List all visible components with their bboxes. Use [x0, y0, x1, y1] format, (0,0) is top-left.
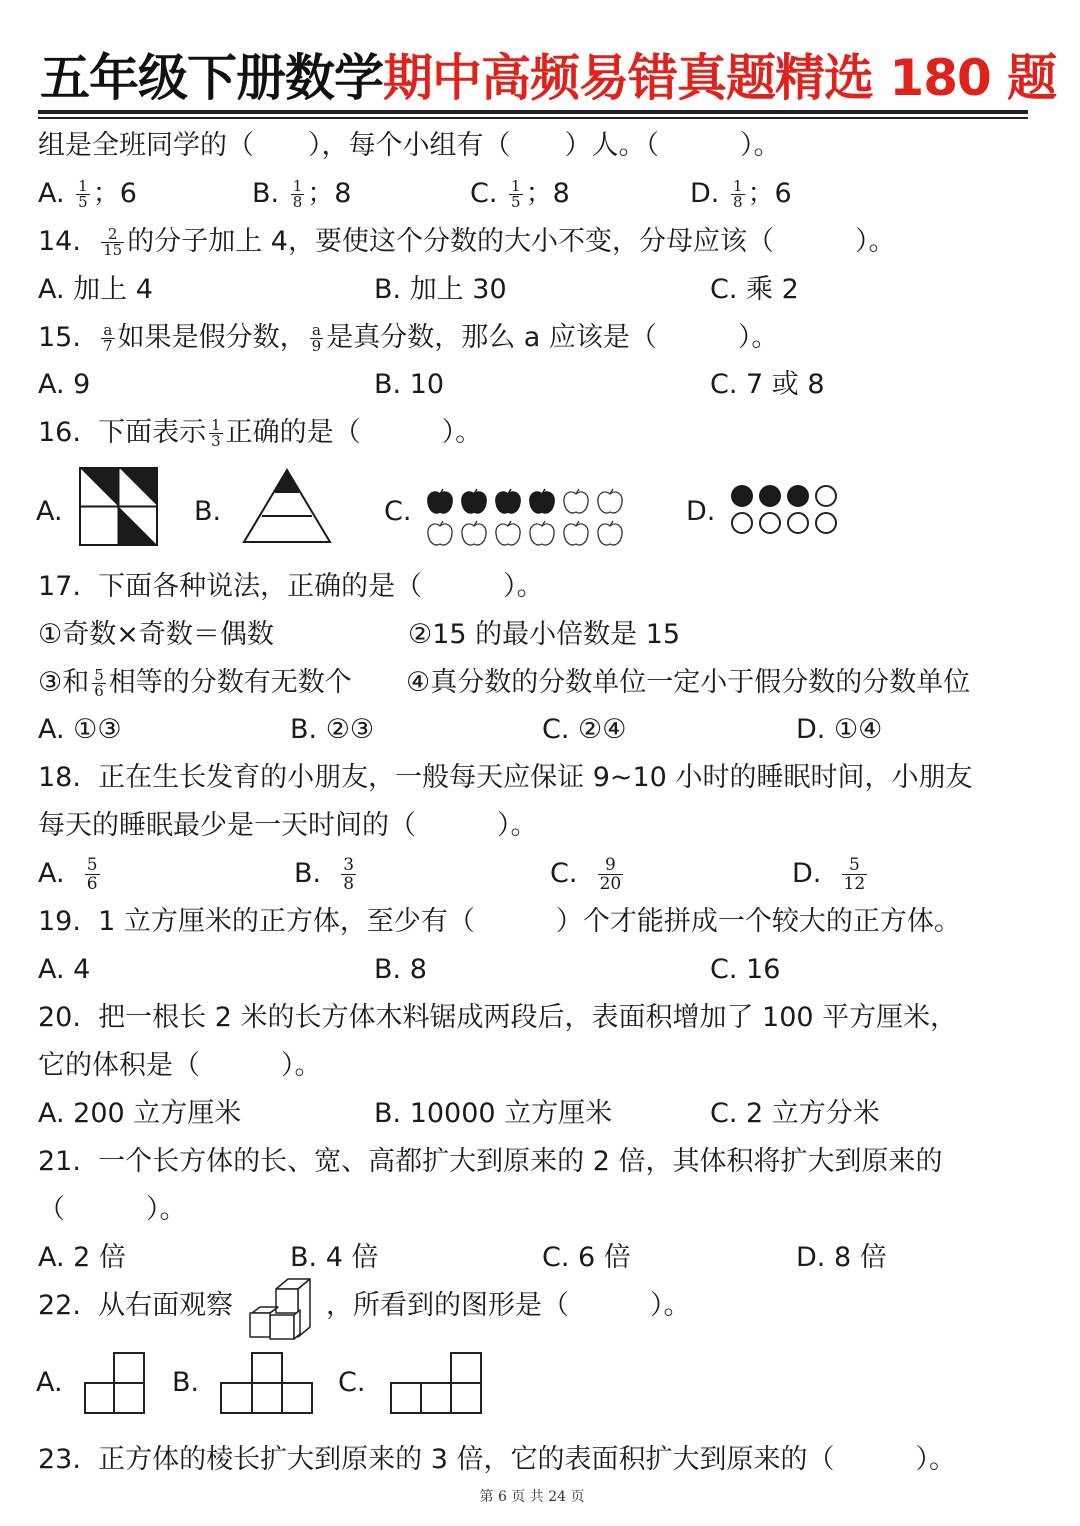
q21-option-b: B. 4 倍	[290, 1242, 379, 1273]
q17-option-b: B. ②③	[290, 714, 375, 745]
q13-option-b: B. $\frac{1}{8}$ ；8	[252, 177, 352, 211]
fraction: $\frac{5}{6}$	[94, 666, 104, 700]
apple-icon	[462, 489, 486, 513]
fraction: $\frac{1}{8}$	[732, 177, 743, 211]
apple-icon	[428, 489, 452, 513]
q18-option-b: B. $\frac{3}{8}$	[294, 855, 355, 894]
q15-option-b: B. 10	[374, 369, 445, 400]
circle-mark	[787, 485, 809, 507]
q15-option-c: C. 7 或 8	[710, 369, 825, 400]
q13-tail-text: 组是全班同学的（ ），每个小组有（ ）人。（ ）。	[38, 130, 781, 161]
q16-figure-d-circles	[728, 483, 842, 537]
q20-stem-line1: 20. 把一根长 2 米的长方体木料锯成两段后，表面积增加了 100 平方厘米，	[38, 1002, 958, 1033]
fraction: $\frac{a}{9}$	[311, 321, 322, 355]
q17-stem: 17. 下面各种说法，正确的是（ ）。	[38, 571, 544, 602]
q20-option-c: C. 2 立方分米	[710, 1098, 880, 1129]
fraction: $\frac{a}{7}$	[103, 321, 113, 355]
apple-icon	[462, 521, 486, 545]
q13-option-c: C. $\frac{1}{5}$ ；8	[470, 177, 570, 211]
circle-mark	[732, 513, 752, 533]
q20-option-a: A. 200 立方厘米	[38, 1098, 242, 1129]
q15-option-a: A. 9	[38, 369, 91, 400]
q19-stem: 19. 1 立方厘米的正方体，至少有（ ）个才能拼成一个较大的正方体。	[38, 906, 961, 937]
fraction: $\frac{3}{8}$	[343, 855, 355, 894]
q17-statement-3: ③和 $\frac{5}{6}$ 相等的分数有无数个	[38, 666, 352, 700]
q16-option-c-label: C.	[384, 496, 412, 527]
q19-option-c: C. 16	[710, 954, 781, 985]
q22-option-b-label: B.	[172, 1367, 200, 1398]
q20-stem-line2: 它的体积是（ ）。	[38, 1050, 322, 1081]
q18-option-a: A. $\frac{5}{6}$	[38, 855, 98, 894]
apple-icon	[496, 489, 520, 513]
apple-icon	[564, 489, 588, 513]
q13-option-d: D. $\frac{1}{8}$ ；6	[690, 177, 792, 211]
title-red: 期中高频易错真题精选 180 题	[383, 49, 1057, 107]
title-black: 五年级下册数学	[40, 49, 383, 107]
q21-option-c: C. 6 倍	[542, 1242, 631, 1273]
circle-mark	[759, 485, 781, 507]
apple-icon	[598, 489, 622, 513]
q21-stem-line2: （ ）。	[38, 1194, 187, 1225]
q22-cube-stack	[248, 1277, 314, 1347]
q16-option-d-label: D.	[686, 496, 716, 527]
title-rule-thick	[38, 110, 1028, 114]
q22-stem-part1: 22. 从右面观察	[38, 1290, 234, 1321]
q22-figure-c	[390, 1352, 482, 1414]
q22-figure-a	[84, 1352, 146, 1414]
q18-stem-line2: 每天的睡眠最少是一天时间的（ ）。	[38, 810, 538, 841]
circle-mark	[760, 513, 780, 533]
q16-stem: 16. 下面表示 $\frac{1}{3}$ 正确的是（ ）。	[38, 416, 483, 450]
q16-figure-b-triangle	[243, 468, 331, 544]
q21-option-a: A. 2 倍	[38, 1242, 126, 1273]
fraction: $\frac{5}{12}$	[843, 855, 866, 894]
q17-statement-2: ②15 的最小倍数是 15	[408, 619, 681, 650]
q17-option-a: A. ①③	[38, 714, 122, 745]
circle-mark	[788, 513, 808, 533]
fraction: $\frac{5}{6}$	[86, 855, 98, 894]
q20-option-b: B. 10000 立方厘米	[374, 1098, 613, 1129]
q17-statement-4: ④真分数的分数单位一定小于假分数的分数单位	[406, 667, 971, 698]
apple-icon	[598, 521, 622, 545]
q14-option-c: C. 乘 2	[710, 274, 799, 305]
fraction: $\frac{1}{5}$	[78, 177, 88, 211]
q17-statement-1: ①奇数×奇数＝偶数	[38, 619, 274, 650]
page-title	[40, 48, 1057, 108]
apple-icon	[530, 521, 554, 545]
q22-option-c-label: C.	[338, 1367, 366, 1398]
q14-stem: 14. $\frac{2}{15}$ 的分子加上 4，要使这个分数的大小不变，分母应该（ ）。	[38, 225, 896, 259]
q16-figure-a-square	[79, 467, 158, 546]
apple-icon	[428, 521, 452, 545]
q16-option-b-label: B.	[194, 496, 222, 527]
q23-stem: 23. 正方体的棱长扩大到原来的 3 倍，它的表面积扩大到原来的（ ）。	[38, 1444, 956, 1475]
title-rule-thin	[38, 117, 1028, 119]
q22-figure-b	[220, 1352, 314, 1414]
q21-option-d: D. 8 倍	[796, 1242, 887, 1273]
fraction: $\frac{1}{5}$	[511, 177, 521, 211]
fraction: $\frac{1}{8}$	[292, 177, 303, 211]
apple-icon	[530, 489, 554, 513]
fraction: $\frac{2}{15}$	[103, 225, 123, 259]
q22-option-a-label: A.	[36, 1367, 63, 1398]
q15-stem: 15. $\frac{a}{7}$ 如果是假分数， $\frac{a}{9}$ 是真分数，那么 a 应该是（ ）。	[38, 321, 779, 355]
fraction: $\frac{9}{20}$	[599, 855, 622, 894]
q14-option-a: A. 加上 4	[38, 274, 153, 305]
apple-icon	[496, 521, 520, 545]
page-footer: 第 6 页 共 24 页	[479, 1489, 585, 1505]
q18-option-d: D. $\frac{5}{12}$	[792, 855, 866, 894]
q19-option-a: A. 4	[38, 954, 91, 985]
apple-icon	[564, 521, 588, 545]
q16-figure-c-apples	[424, 486, 630, 548]
q18-stem-line1: 18. 正在生长发育的小朋友，一般每天应保证 9~10 小时的睡眠时间，小朋友	[38, 762, 973, 793]
q19-option-b: B. 8	[374, 954, 427, 985]
q17-option-d: D. ①④	[796, 714, 883, 745]
q13-option-a: A. $\frac{1}{5}$ ；6	[38, 177, 137, 211]
q18-option-c: C. $\frac{9}{20}$	[550, 855, 622, 894]
fraction: $\frac{1}{3}$	[211, 416, 221, 450]
q17-option-c: C. ②④	[542, 714, 627, 745]
q21-stem-line1: 21. 一个长方体的长、宽、高都扩大到原来的 2 倍，其体积将扩大到原来的	[38, 1146, 943, 1177]
circle-mark	[731, 485, 753, 507]
circle-mark	[816, 486, 836, 506]
q22-stem-part2: ，所看到的图形是（ ）。	[326, 1290, 691, 1321]
q16-option-a-label: A.	[36, 496, 63, 527]
circle-mark	[816, 513, 836, 533]
q14-option-b: B. 加上 30	[374, 274, 507, 305]
